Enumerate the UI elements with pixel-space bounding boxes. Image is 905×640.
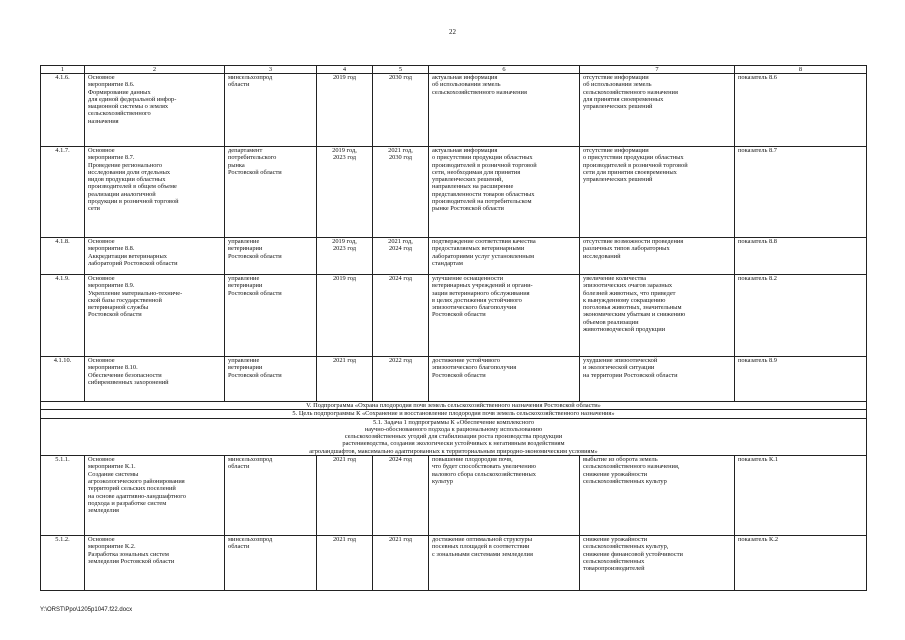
subprogram-title-row — [41, 402, 867, 410]
consequence-cell: отсутствие информации о присутствии продукции областных производителей в розничной торговой сети для принятия своевременных управленческих решений — [580, 147, 735, 238]
end-year-cell: 2024 год — [373, 275, 429, 357]
end-year-cell: 2030 год — [373, 74, 429, 147]
activity-cell: Основное мероприятие К.2. Разработка зональных систем земледелия Ростовской области — [85, 536, 225, 591]
end-year-cell: 2024 год — [373, 456, 429, 536]
end-year-cell: 2021 год, 2030 год — [373, 147, 429, 238]
table-row — [41, 536, 867, 591]
subprogram-task-row — [41, 418, 867, 455]
executor-cell: департамент потребительского рынка Ростовской области — [225, 147, 317, 238]
expected-result-cell: подтверждение соответствия качества предоставляемых ветеринарными лабораториями услуг установленным стандартам — [429, 238, 580, 275]
expected-result-cell: актуальная информация об использовании земель сельскохозяйственного назначения — [429, 74, 580, 147]
executor-cell: минсельхозпрод области — [225, 536, 317, 591]
consequence-cell: увеличение количества эпизоотических очагов заразных болезней животных, что приведет к вынужденному сокращению поголовья животных, значительным экономическим убыткам и снижению объемов реализации животноводческой продукции — [580, 275, 735, 357]
table-row — [41, 147, 867, 238]
column-header: 8 — [735, 66, 867, 74]
expected-result-cell: достижение устойчивого эпизоотического благополучия Ростовской области — [429, 357, 580, 402]
subprogram-task: 5.1. Задача 1 подпрограммы К «Обеспечение комплексного научно-обоснованного подхода к рациональному использованию сельскохозяйственных угодий для стабилизации роста производства продукции растениеводства, создания экологически устойчивых к негативным воздействиям агроландшафтов, максимально адаптированных к территориальным природно-экономическим условиям» — [41, 418, 867, 455]
start-year-cell: 2021 год — [317, 536, 373, 591]
end-year-cell: 2022 год — [373, 357, 429, 402]
subprogram-title: V. Подпрограмма «Охрана плодородия почв земель сельскохозяйственного назначения Ростовской области» — [41, 402, 867, 410]
consequence-cell: отсутствие информации об использовании земель сельскохозяйственного назначения для принятия своевременных управленческих решений — [580, 74, 735, 147]
executor-cell: минсельхозпрод области — [225, 74, 317, 147]
expected-result-cell: актуальная информация о присутствии продукции областных производителей в розничной торговой сети, необходимая для принятия управленческих решений, направленных на расширение представленности товаров областных производителей на потребительском рынке Ростовской области — [429, 147, 580, 238]
column-number-header-row — [41, 66, 867, 74]
indicator-link-cell: показатель 8.2 — [735, 275, 867, 357]
start-year-cell: 2019 год, 2023 год — [317, 238, 373, 275]
start-year-cell: 2021 год — [317, 357, 373, 402]
activity-cell: Основное мероприятие 8.7. Проведение регионального исследования доли отдельных видов продукции областных производителей в общем объеме реализации аналогичной продукции в розничной торговой сети — [85, 147, 225, 238]
end-year-cell: 2021 год, 2024 год — [373, 238, 429, 275]
row-number-cell: 5.1.1. — [41, 456, 85, 536]
expected-result-cell: достижение оптимальной структуры посевных площадей в соответствии с зональными системами земледелия — [429, 536, 580, 591]
column-header: 7 — [580, 66, 735, 74]
page-number: 22 — [449, 28, 456, 36]
executor-cell: минсельхозпрод области — [225, 456, 317, 536]
activity-cell: Основное мероприятие К.1. Создание системы агроэкологического районирования территорий сельских поселений на основе адаптивно-ландшафтного подхода и разработке систем земледелия — [85, 456, 225, 536]
activity-cell: Основное мероприятие 8.9. Укрепление материально-техниче- ской базы государственной ветеринарной службы Ростовской области — [85, 275, 225, 357]
column-header: 1 — [41, 66, 85, 74]
executor-cell: управление ветеринарии Ростовской области — [225, 275, 317, 357]
indicator-link-cell: показатель 8.7 — [735, 147, 867, 238]
measures-table — [40, 65, 867, 591]
row-number-cell: 4.1.8. — [41, 238, 85, 275]
row-number-cell: 4.1.9. — [41, 275, 85, 357]
column-header: 6 — [429, 66, 580, 74]
row-number-cell: 4.1.10. — [41, 357, 85, 402]
consequence-cell: отсутствие возможности проведения различных типов лабораторных исследований — [580, 238, 735, 275]
activity-cell: Основное мероприятие 8.6. Формирование данных для единой федеральной инфор- мационной системы о землях сельскохозяйственного назначения — [85, 74, 225, 147]
expected-result-cell: повышение плодородия почв, что будет способствовать увеличению валового сбора сельскохозяйственных культур — [429, 456, 580, 536]
indicator-link-cell: показатель 8.9 — [735, 357, 867, 402]
activity-cell: Основное мероприятие 8.8. Аккредитация ветеринарных лабораторий Ростовской области — [85, 238, 225, 275]
executor-cell: управление ветеринарии Ростовской области — [225, 357, 317, 402]
table-row — [41, 74, 867, 147]
executor-cell: управление ветеринарии Ростовской области — [225, 238, 317, 275]
column-header: 5 — [373, 66, 429, 74]
start-year-cell: 2019 год — [317, 275, 373, 357]
start-year-cell: 2019 год, 2023 год — [317, 147, 373, 238]
row-number-cell: 4.1.6. — [41, 74, 85, 147]
row-number-cell: 4.1.7. — [41, 147, 85, 238]
subprogram-goal-row — [41, 410, 867, 418]
consequence-cell: ухудшение эпизоотической и экологической ситуации на территории Ростовской области — [580, 357, 735, 402]
file-path-footer: Y:\ORST\Ppo\1205p1047.f22.docx — [40, 607, 133, 613]
table-row — [41, 238, 867, 275]
consequence-cell: снижение урожайности сельскохозяйственных культур, снижение финансовой устойчивости сельскохозяйственных товаропроизводителей — [580, 536, 735, 591]
column-header: 3 — [225, 66, 317, 74]
indicator-link-cell: показатель 8.6 — [735, 74, 867, 147]
table-row — [41, 275, 867, 357]
indicator-link-cell: показатель 8.8 — [735, 238, 867, 275]
table-row — [41, 357, 867, 402]
start-year-cell: 2021 год — [317, 456, 373, 536]
expected-result-cell: улучшение оснащенности ветеринарных учреждений и органи- зации ветеринарного обслуживания в целях достижения устойчивого эпизоотического благополучия Ростовской области — [429, 275, 580, 357]
indicator-link-cell: показатель К.2 — [735, 536, 867, 591]
column-header: 4 — [317, 66, 373, 74]
row-number-cell: 5.1.2. — [41, 536, 85, 591]
indicator-link-cell: показатель К.1 — [735, 456, 867, 536]
activity-cell: Основное мероприятие 8.10. Обеспечение безопасности сибиреязвенных захоронений — [85, 357, 225, 402]
end-year-cell: 2021 год — [373, 536, 429, 591]
start-year-cell: 2019 год — [317, 74, 373, 147]
consequence-cell: выбытие из оборота земель сельскохозяйственного назначения, снижение урожайности сельскохозяйственных культур — [580, 456, 735, 536]
subprogram-goal: 5. Цель подпрограммы К «Сохранение и восстановление плодородия почв земель сельскохозяйственного назначения» — [41, 410, 867, 418]
table-row — [41, 456, 867, 536]
column-header: 2 — [85, 66, 225, 74]
